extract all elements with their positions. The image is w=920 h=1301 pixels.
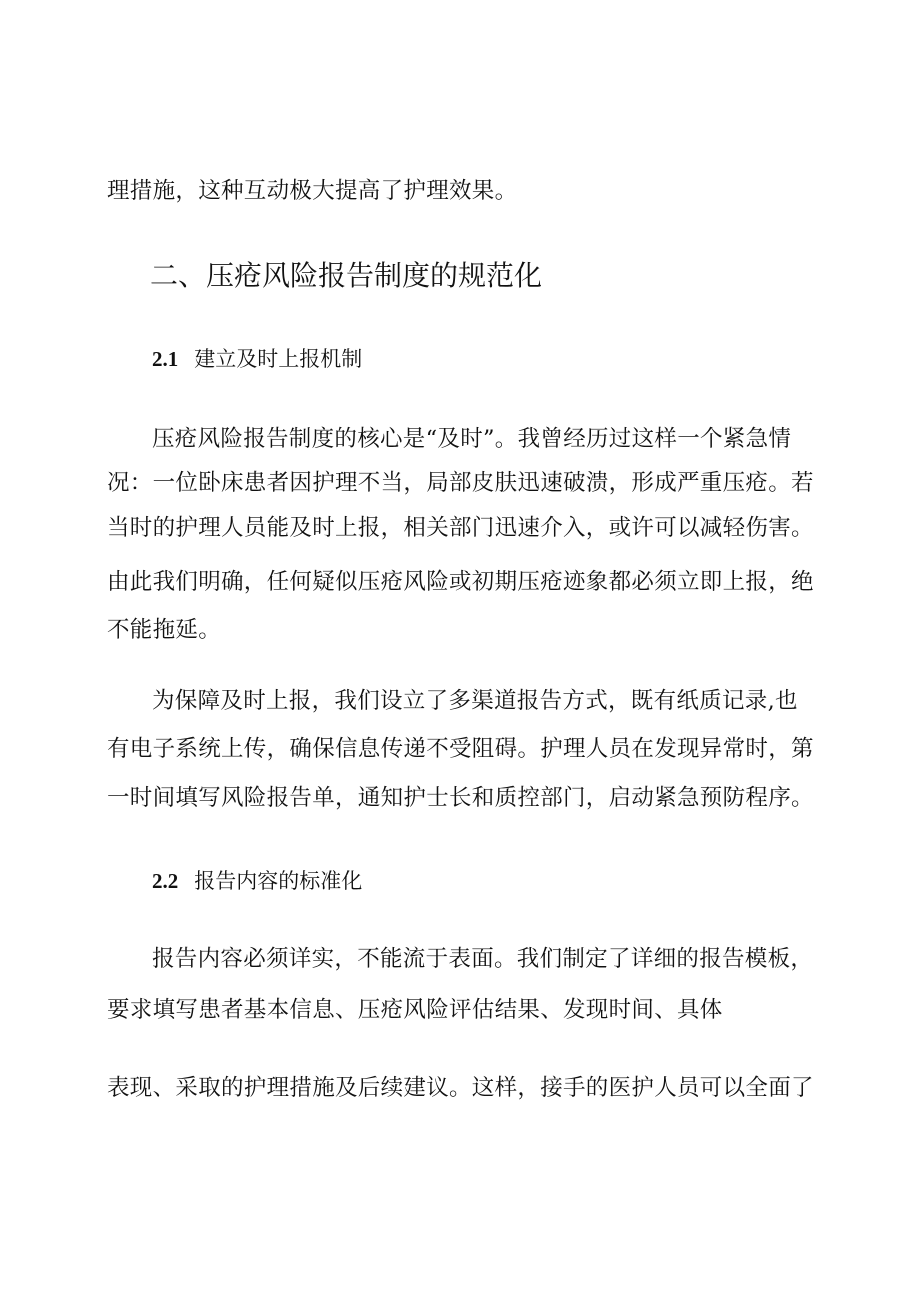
paragraph-line: 有电子系统上传，确保信息传递不受阻碍。护理人员在发现异常时，第 xyxy=(107,736,814,762)
paragraph-line: 报告内容必须详实，不能流于表面。我们制定了详细的报告模板， xyxy=(152,946,814,972)
continuation-text: 理措施，这种互动极大提高了护理效果。 xyxy=(107,178,518,204)
paragraph-line: 当时的护理人员能及时上报，相关部门迅速介入，或许可以减轻伤害。 xyxy=(107,515,814,541)
paragraph-line: 要求填写患者基本信息、压疮风险评估结果、发现时间、具体 xyxy=(107,997,723,1023)
paragraph-line: 不能拖延。 xyxy=(107,617,222,643)
section-heading: 二、压疮风险报告制度的规范化 xyxy=(150,259,543,292)
subsection-heading-2-1 xyxy=(152,344,362,374)
paragraph-line: 为保障及时上报，我们设立了多渠道报告方式，既有纸质记录,也 xyxy=(152,688,798,714)
subsection-number: 2.1 xyxy=(152,347,179,371)
subsection-title: 建立及时上报机制 xyxy=(194,347,363,371)
subsection-title: 报告内容的标准化 xyxy=(194,869,363,893)
paragraph-line: 一时间填写风险报告单，通知护士长和质控部门，启动紧急预防程序。 xyxy=(107,785,814,811)
paragraph-line: 压疮风险报告制度的核心是“及时”。我曾经历过这样一个紧急情 xyxy=(152,426,792,452)
subsection-heading-2-2 xyxy=(152,866,362,896)
paragraph-line: 由此我们明确，任何疑似压疮风险或初期压疮迹象都必须立即上报，绝 xyxy=(107,569,814,595)
subsection-number: 2.2 xyxy=(152,869,179,893)
paragraph-line: 表现、采取的护理措施及后续建议。这样，接手的医护人员可以全面了 xyxy=(107,1075,814,1101)
paragraph-line: 况：一位卧床患者因护理不当，局部皮肤迅速破溃，形成严重压疮。若 xyxy=(107,470,814,496)
